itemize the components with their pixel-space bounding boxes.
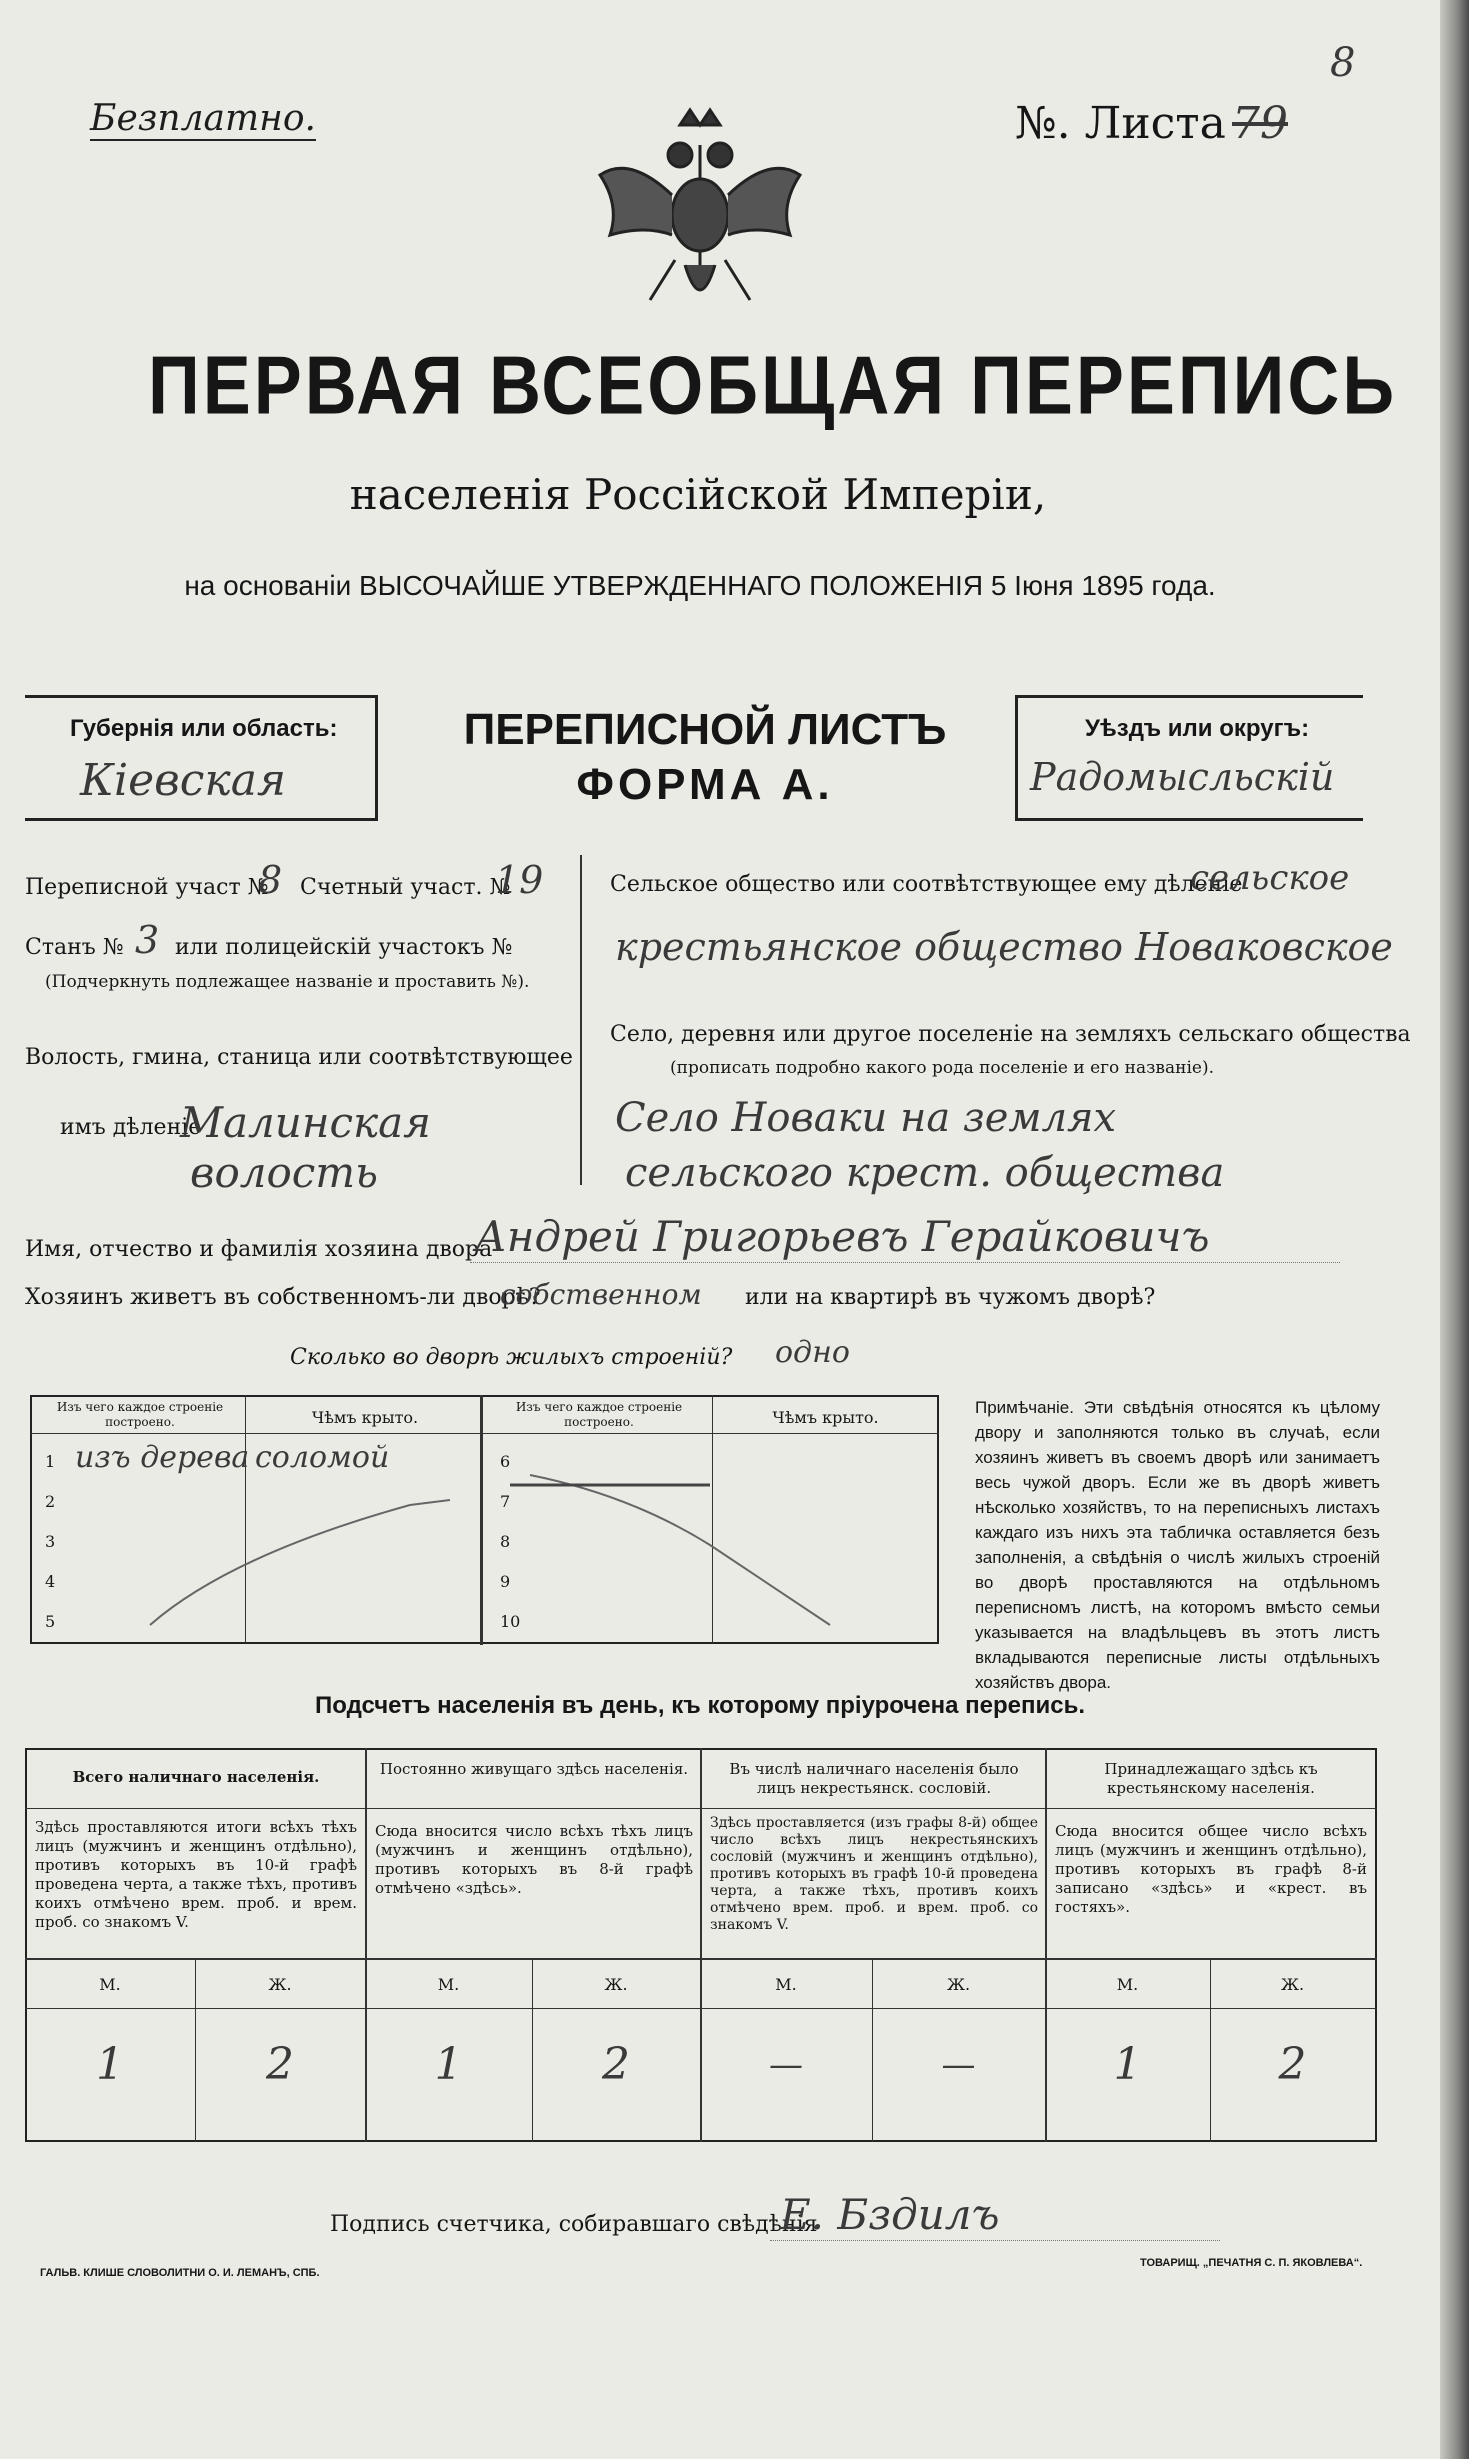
village-note: (прописать подробно какого рода поселеніе и его названіе).	[670, 1058, 1214, 1078]
guberniya-value: Кіевская	[80, 755, 287, 806]
main-title: ПЕРВАЯ ВСЕОБЩАЯ ПЕРЕПИСЬ	[148, 340, 1398, 432]
column-divider	[580, 855, 582, 1185]
imperial-eagle-emblem	[590, 85, 810, 325]
summary-col3-m-label: М.	[775, 1975, 797, 1994]
summary-col4-m-label: М.	[1116, 1975, 1139, 1994]
society-value-1: сельское	[1190, 858, 1350, 898]
corner-number: 8	[1330, 40, 1356, 86]
volost-label-1: Волость, гмина, станица или соотвѣтствующее	[25, 1045, 573, 1070]
summary-col3-head: Въ числѣ наличнаго населенія было лицъ некрестьянск. сословій.	[729, 1760, 1019, 1797]
counting-district-value: 19	[495, 858, 544, 902]
summary-col4-f-label: Ж.	[1280, 1975, 1305, 1994]
row-number: 4	[45, 1572, 56, 1591]
summary-col4-f-value: 2	[1278, 2039, 1307, 2090]
buildings-label: Сколько во дворѣ жилыхъ строеній?	[290, 1345, 733, 1370]
summary-head-line	[25, 1808, 1377, 1809]
counting-district-label: Счетный участ. №	[300, 875, 511, 900]
police-label: или полицейскій участокъ №	[175, 935, 513, 960]
society-label: Сельское общество или соотвѣтствующее ему дѣленіе	[610, 872, 1243, 897]
row1-material: изъ дерева	[75, 1440, 250, 1475]
summary-col1-f-value: 2	[266, 2039, 294, 2090]
row-number: 6	[500, 1452, 511, 1471]
row-number: 9	[500, 1572, 511, 1591]
summary-col3-f-label: Ж.	[946, 1975, 971, 1994]
summary-col3-f-value: —	[941, 2045, 976, 2085]
summary-col1-m-value: 1	[96, 2039, 124, 2090]
row-number: 7	[500, 1492, 511, 1511]
dash-marks	[30, 1435, 935, 1645]
signature-label: Подпись счетчика, собиравшаго свѣдѣнія	[330, 2212, 818, 2237]
row1-roof: соломой	[255, 1440, 390, 1475]
buildings-col1-header-right: Изъ чего каждое строеніе построено.	[515, 1400, 683, 1429]
row-number: 1	[45, 1452, 56, 1471]
summary-desc-line	[25, 1958, 1377, 1960]
lives-value: собственном	[500, 1278, 702, 1311]
summary-col4-head: Принадлежащаго здѣсь къ крестьянскому населенія.	[1104, 1760, 1318, 1797]
summary-col2-head: Постоянно живущаго здѣсь населенія.	[379, 1760, 689, 1778]
owner-name-value: Андрей Григорьевъ Герайковичъ	[475, 1212, 1210, 1261]
village-label: Село, деревня или другое поселеніе на земляхъ сельскаго общества	[610, 1022, 1411, 1047]
form-subtitle: ФОРМА А.	[576, 760, 834, 809]
stan-label: Станъ №	[25, 935, 124, 960]
row-number: 3	[45, 1532, 56, 1551]
summary-title: Подсчетъ населенія въ день, къ которому пріурочена перепись.	[315, 1692, 1085, 1719]
lives-label-2: или на квартирѣ въ чужомъ дворѣ?	[745, 1285, 1156, 1310]
buildings-col1-header-left: Изъ чего каждое строеніе построено.	[56, 1400, 224, 1429]
summary-col1-head: Всего наличнаго населенія.	[72, 1768, 320, 1786]
basis-line: на основаніи ВЫСОЧАЙШЕ УТВЕРЖДЕННАГО ПОЛОЖЕНІЯ 5 Іюня 1895 года.	[184, 570, 1216, 601]
summary-mf-line	[25, 2008, 1377, 2009]
stan-note: (Подчеркнуть подлежащее названіе и проставить №).	[45, 972, 530, 992]
row-number: 5	[45, 1612, 56, 1631]
owner-name-label: Имя, отчество и фамилія хозяина двора	[25, 1237, 493, 1262]
row-number: 8	[500, 1532, 511, 1551]
page-edge	[1440, 0, 1469, 2459]
summary-col4-m-value: 1	[1113, 2039, 1142, 2090]
uezd-value: Радомысльскій	[1030, 755, 1335, 799]
signature-value: Е. Бздилъ	[780, 2190, 1000, 2239]
stan-value: 3	[135, 918, 160, 962]
row-number: 10	[500, 1612, 521, 1631]
signature-line	[770, 2240, 1220, 2241]
census-district-value: 8	[258, 858, 283, 902]
summary-col4-desc: Сюда вносится общее число всѣхъ лицъ (мужчинъ и женщинъ отдѣльно), противъ которыхъ въ графѣ 8-й записано «здѣсь» и «крест. въ гостяхъ».	[1055, 1822, 1367, 1916]
summary-col3-m-value: —	[769, 2045, 803, 2085]
buildings-value: одно	[775, 1335, 850, 1370]
row-number: 2	[45, 1492, 56, 1511]
buildings-header-line	[30, 1433, 939, 1434]
owner-name-line	[470, 1262, 1340, 1263]
summary-col2-m-label: М.	[437, 1975, 460, 1994]
census-district-label: Переписной участ №	[25, 875, 269, 900]
subtitle: населенія Россійской Имперіи,	[349, 470, 1047, 519]
summary-col3-desc: Здѣсь проставляется (изъ графы 8-й) общее число всѣхъ лицъ некрестьянскихъ сословій (мужчинъ и женщинъ отдѣльно), противъ которыхъ въ графѣ 10-й проведена черта, а также тѣхъ, противъ коихъ отмѣчено врем. проб. и врем. проб. со знакомъ V.	[710, 1815, 1038, 1933]
summary-col2-f-value: 2	[602, 2039, 630, 2090]
footer-left: ГАЛЬВ. КЛИШЕ СЛОВОЛИТНИ О. И. ЛЕМАНЪ, СПБ.	[40, 2267, 320, 2279]
sheet-number-label: №. Листа	[1015, 98, 1226, 149]
summary-col2-desc: Сюда вносится число всѣхъ тѣхъ лицъ (мужчинъ и женщинъ отдѣльно), противъ которыхъ въ 8-й графѣ отмѣчено «здѣсь».	[375, 1822, 693, 1897]
note-text: Примѣчаніе. Эти свѣдѣнія относятся къ цѣлому двору и заполняются только въ случаѣ, если хозяинъ живетъ въ своемъ дворѣ или занимаетъ весь чужой дворъ. Если же въ дворѣ живетъ нѣсколько хозяйствъ, то на переписныхъ листахъ каждаго изъ нихъ эта табличка оставляется безъ заполненія, а свѣдѣнія о числѣ жилыхъ строеній во дворѣ проставляются на отдѣльномъ переписномъ листѣ, на которомъ вмѣсто семьи указывается на владѣльцевъ въ этотъ листъ вкладываются переписные листы отдѣльныхъ хозяйствъ двора.	[975, 1398, 1380, 1692]
lives-label-1: Хозяинъ живетъ въ собственномъ-ли дворѣ?	[25, 1285, 541, 1310]
summary-col2-f-label: Ж.	[604, 1975, 628, 1994]
form-title: ПЕРЕПИСНОЙ ЛИСТЪ	[463, 705, 947, 754]
guberniya-label: Губернія или область:	[70, 715, 338, 742]
summary-col1-f-label: Ж.	[268, 1975, 292, 1994]
free-label: Безплатно.	[90, 98, 316, 139]
footer-right: ТОВАРИЩ. „ПЕЧАТНЯ С. П. ЯКОВЛЕВА“.	[1140, 2257, 1363, 2269]
village-value-1: Село Новаки на землях	[615, 1095, 1117, 1141]
volost-value-1: Малинская	[180, 1098, 431, 1147]
summary-col2-m-value: 1	[434, 2039, 463, 2090]
uezd-label: Уѣздъ или округъ:	[1085, 715, 1310, 742]
society-value-2: крестьянское общество Новаковское	[615, 925, 1393, 969]
summary-col1-desc: Здѣсь проставляются итоги всѣхъ тѣхъ лицъ (мужчинъ и женщинъ отдѣльно), противъ которыхъ въ 10-й графѣ проведена черта, а также тѣхъ, противъ коихъ отмѣчено врем. проб. и врем. проб. со знакомъ V.	[35, 1818, 357, 1931]
volost-value-2: волость	[190, 1148, 378, 1197]
buildings-col2-header-right: Чѣмъ крыто.	[772, 1408, 879, 1427]
summary-col1-m-label: М.	[99, 1975, 121, 1994]
buildings-col2-header-left: Чѣмъ крыто.	[311, 1408, 419, 1427]
sheet-number-value: 79	[1232, 98, 1288, 149]
volost-label-2: имъ дѣленіе	[60, 1115, 202, 1140]
village-value-2: сельского крест. общества	[625, 1150, 1225, 1196]
